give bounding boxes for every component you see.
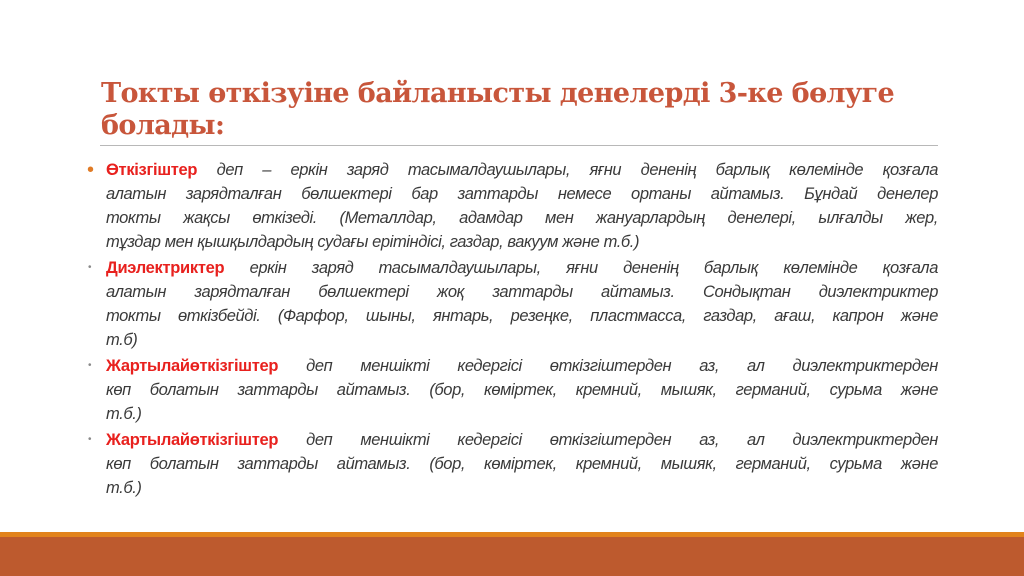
- bullet-icon: •: [87, 159, 95, 181]
- definition-text: т.б.): [106, 479, 142, 497]
- definition-text: токты жақсы өткізеді. (Металлдар, адамдар мен жануарлардың денелері, ылғалды жер,: [106, 209, 938, 227]
- slide-title: Токты өткізуіне байланысты денелерді 3-ке бөлуге болады:: [101, 78, 895, 141]
- footer-band: [0, 537, 1024, 576]
- term-label: Жартылайөткізгіштер: [106, 357, 279, 375]
- definition-text: токты өткізбейді. (Фарфор, шыны, янтарь, резеңке, пластмасса, газдар, ағаш, капрон және: [106, 307, 938, 325]
- text-line: [106, 280, 938, 304]
- text-line: [106, 158, 938, 182]
- definition-text: деп меншікті кедергісі өткізгіштерден аз, ал диэлектриктерден: [278, 357, 938, 375]
- bullet-icon: •: [88, 434, 92, 445]
- definition-text: алатын зарядталған бөлшектері жоқ заттарды айтамыз. Сондықтан диэлектриктер: [106, 283, 938, 301]
- text-line: [106, 182, 938, 206]
- bullet-icon: •: [88, 262, 92, 273]
- text-line: [106, 378, 938, 402]
- text-line: [106, 354, 938, 378]
- term-label: Өткізгіштер: [106, 161, 198, 179]
- definition-text: деп меншікті кедергісі өткізгіштерден аз, ал диэлектриктерден: [278, 431, 938, 449]
- bullet-icon: •: [88, 360, 92, 371]
- definition-text: т.б.): [106, 405, 142, 423]
- definition-text: еркін заряд тасымалдаушылары, яғни дененің барлық көлемінде қозғала: [224, 259, 938, 277]
- bullet-item: [88, 428, 938, 500]
- bullet-item: [88, 354, 938, 426]
- text-line: [106, 304, 938, 328]
- text-line: [106, 428, 938, 452]
- definition-text: т.б): [106, 331, 138, 349]
- definition-text: деп – еркін заряд тасымалдаушылары, яғни дененің барлық көлемінде қозғала: [197, 161, 938, 179]
- text-line: [106, 328, 938, 352]
- definition-text: көп болатын заттарды айтамыз. (бор, көміртек, кремний, мышяк, германий, сурьма және: [106, 381, 938, 399]
- definition-text: алатын зарядталған бөлшектері бар заттарды немесе ортаны айтамыз. Бұндай денелер: [106, 185, 938, 203]
- definition-text: тұздар мен қышқылдардың судағы ерітіндісі, газдар, вакуум және т.б.): [106, 233, 640, 251]
- bullet-list: [88, 158, 938, 502]
- text-line: [106, 230, 938, 254]
- bullet-item: [88, 256, 938, 352]
- definition-text: көп болатын заттарды айтамыз. (бор, көміртек, кремний, мышяк, германий, сурьма және: [106, 455, 938, 473]
- title-divider: [100, 145, 938, 146]
- text-line: [106, 206, 938, 230]
- term-label: Жартылайөткізгіштер: [106, 431, 279, 449]
- text-line: [106, 452, 938, 476]
- bullet-item: [88, 158, 938, 254]
- term-label: Диэлектриктер: [106, 259, 225, 277]
- text-line: [106, 256, 938, 280]
- text-line: [106, 402, 938, 426]
- text-line: [106, 476, 938, 500]
